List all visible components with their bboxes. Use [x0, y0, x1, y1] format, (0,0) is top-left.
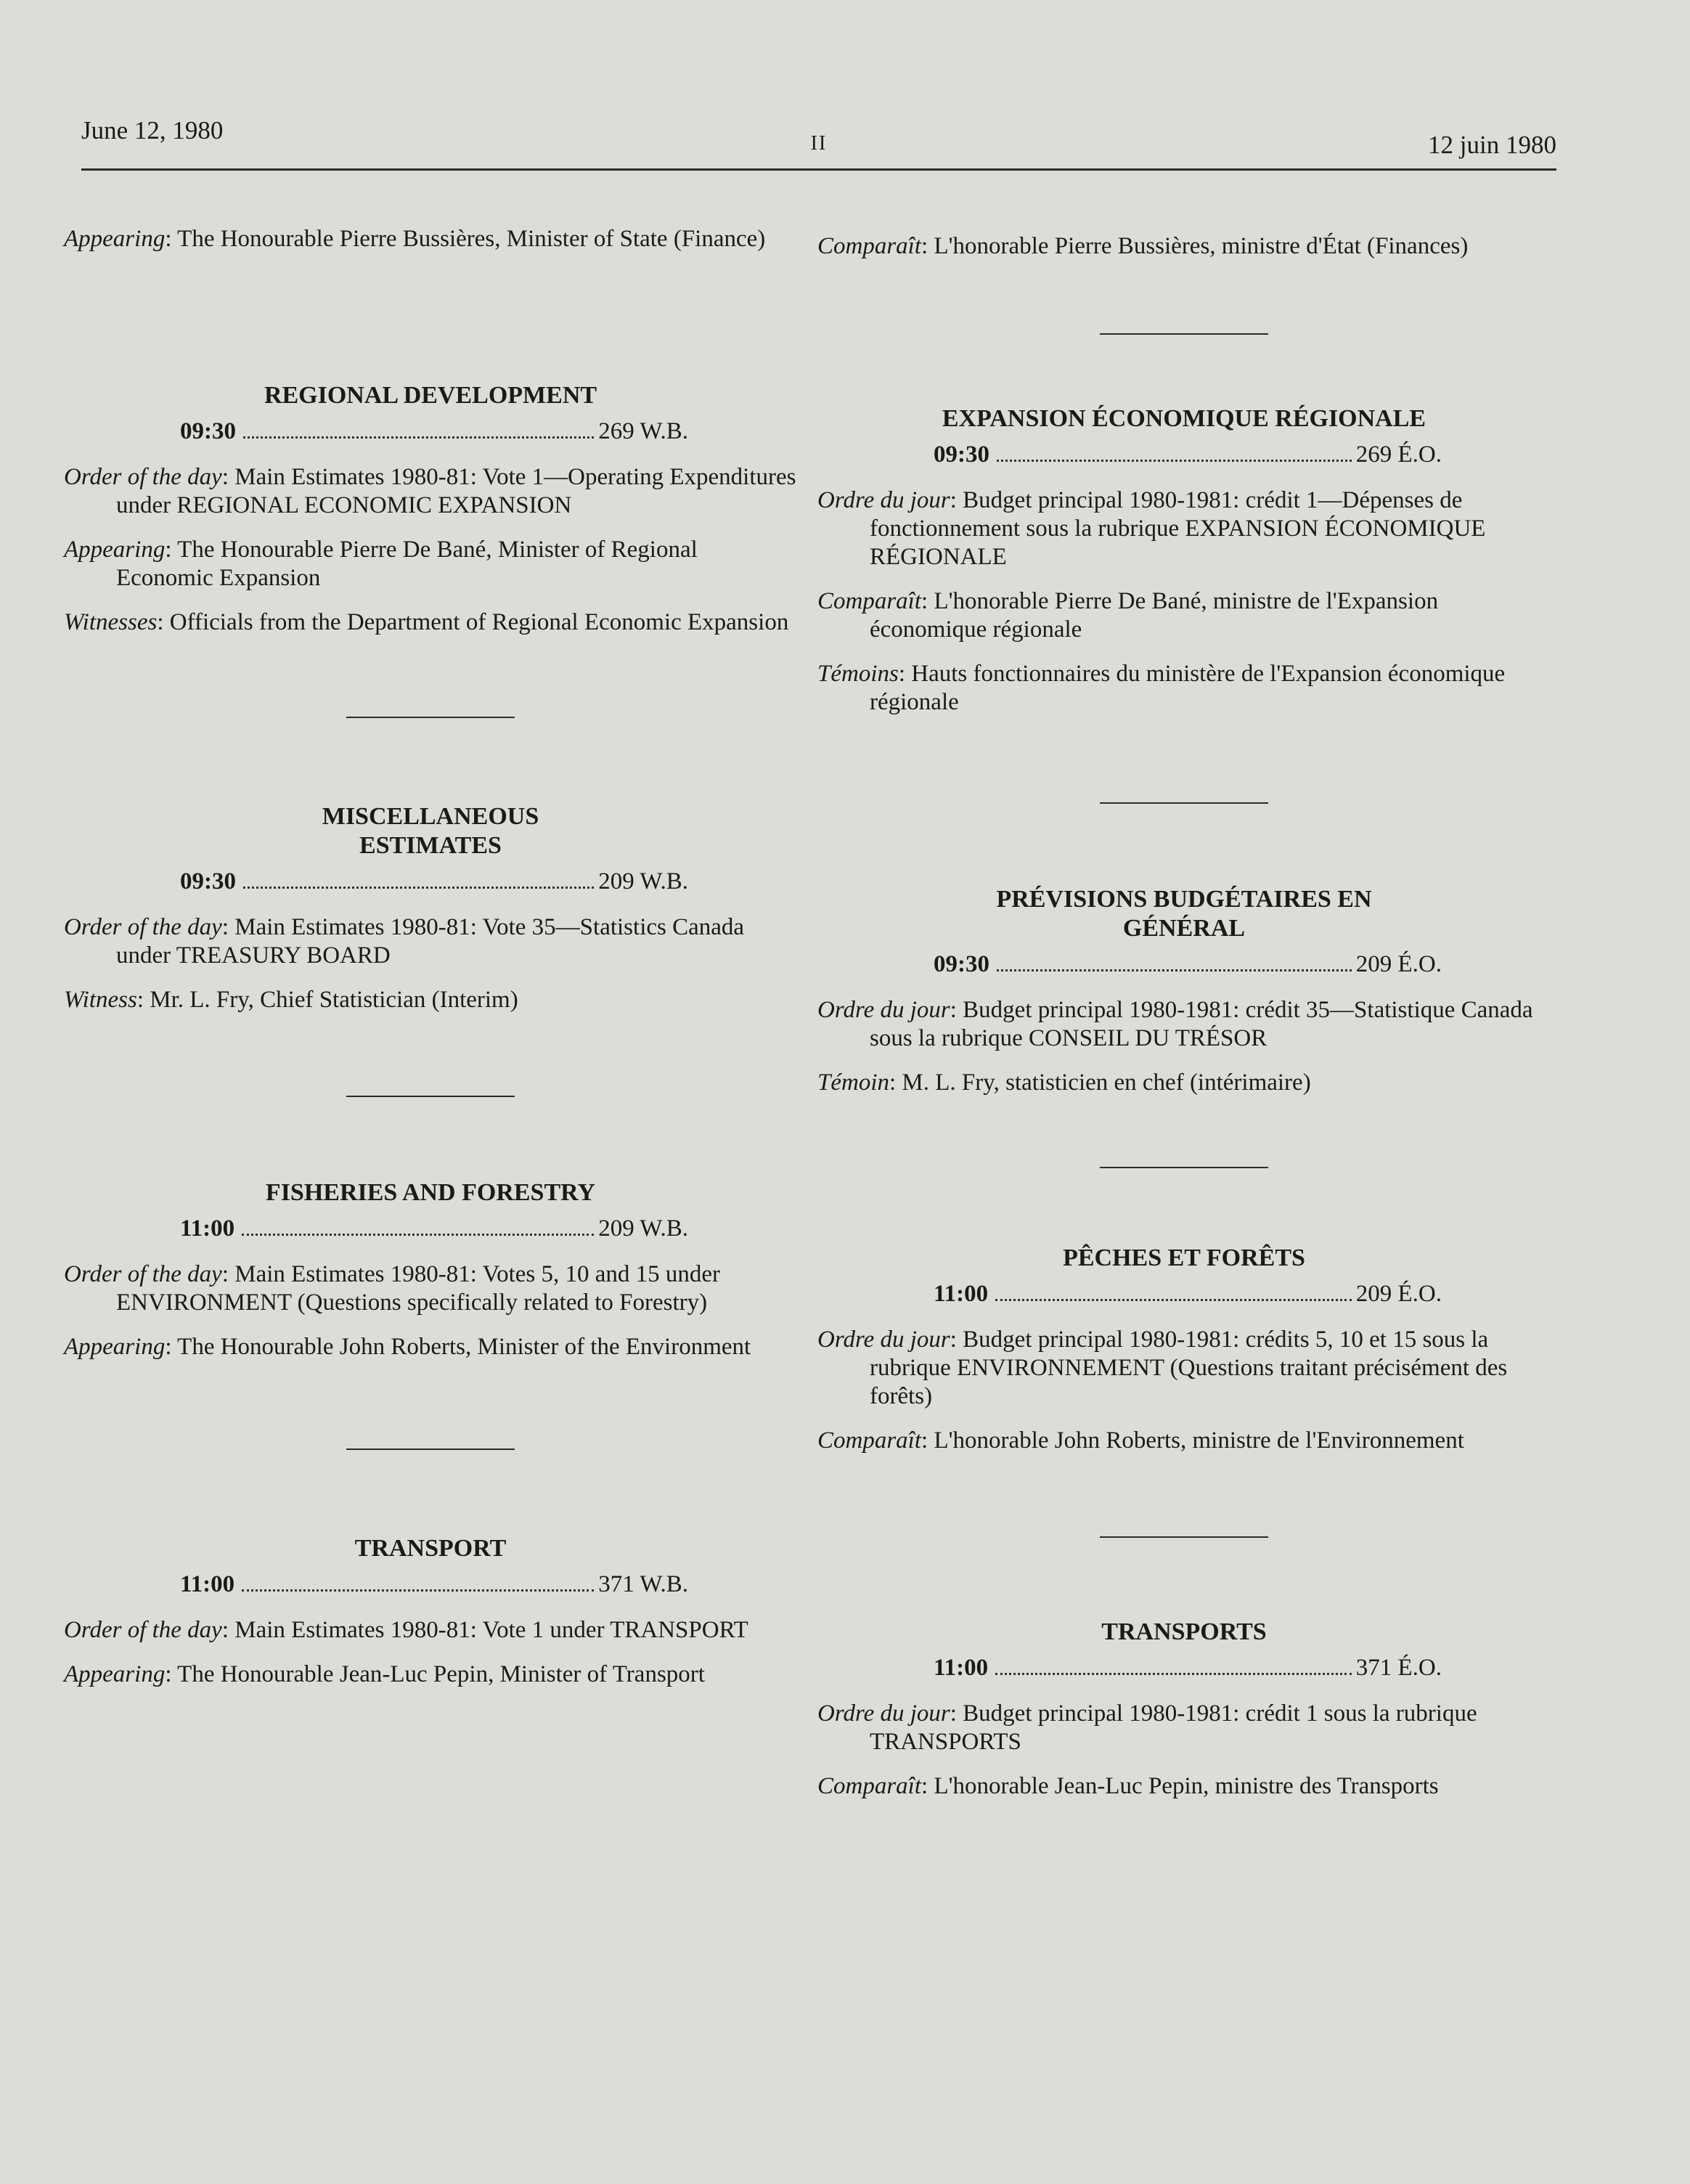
text: Main Estimates 1980-81: Vote 35—Statistics Canada under TREASURY BOARD — [116, 914, 745, 969]
label: Comparaît — [817, 588, 922, 614]
label: Order of the day — [64, 1617, 222, 1643]
label: Witness — [64, 987, 137, 1013]
text: The Honourable John Roberts, Minister of the Environment — [177, 1334, 751, 1360]
time-room-row — [817, 950, 1442, 979]
time-room-row — [64, 1570, 688, 1599]
room: 209 W.B. — [598, 1215, 688, 1242]
order-of-day: Order of the day: Main Estimates 1980-81: Votes 5, 10 and 15 under ENVIRONMENT (Questions specifically related to Forestry) — [64, 1261, 721, 1316]
order-of-day: Order of the day: Main Estimates 1980-81: Vote 35—Statistics Canada under TREASURY BOARD — [64, 914, 745, 969]
text: The Honourable Pierre Bussières, Minister of State (Finance) — [177, 226, 766, 252]
comparait: Comparaît: L'honorable John Roberts, ministre de l'Environnement — [817, 1427, 1464, 1454]
text: Main Estimates 1980-81: Vote 1—Operating Expenditures under REGIONAL ECONOMIC EXPANSION — [116, 464, 796, 518]
room: 371 É.O. — [1355, 1655, 1442, 1681]
dot-leader — [243, 886, 594, 889]
page-number: II — [810, 132, 828, 155]
text: L'honorable John Roberts, ministre de l'Environnement — [934, 1427, 1464, 1454]
witnesses: Witnesses: Officials from the Department of Regional Economic Expansion — [64, 609, 789, 635]
section-title: FISHERIES AND FORESTRY — [265, 1179, 596, 1206]
header-rule — [81, 168, 1556, 171]
text: Mr. L. Fry, Chief Statistician (Interim) — [150, 987, 518, 1013]
label: Comparaît — [817, 233, 922, 259]
label: Appearing — [64, 226, 166, 252]
text: L'honorable Jean-Luc Pepin, ministre des Transports — [934, 1773, 1439, 1799]
time: 09:30 — [934, 441, 989, 468]
temoins: Témoins: Hauts fonctionnaires du ministère de l'Expansion économique régionale — [817, 661, 1506, 715]
dot-leader — [995, 1672, 1352, 1675]
time: 09:30 — [180, 418, 236, 444]
order-of-day: Order of the day: Main Estimates 1980-81: Vote 1—Operating Expenditures under REGIONAL ECONOMIC EXPANSION — [64, 464, 796, 518]
time-room-row — [64, 868, 688, 896]
time: 11:00 — [180, 1215, 235, 1242]
french-column — [817, 232, 1551, 1817]
label: Order of the day — [64, 1261, 222, 1287]
time-room-row — [817, 441, 1442, 469]
order-of-day: Order of the day: Main Estimates 1980-81: Vote 1 under TRANSPORT — [64, 1617, 748, 1643]
section-title: TRANSPORT — [354, 1535, 507, 1562]
section-title — [176, 802, 685, 860]
label: Témoin — [817, 1069, 889, 1096]
text: L'honorable Pierre Bussières, ministre d'État (Finances) — [934, 233, 1469, 259]
dot-leader — [243, 436, 594, 439]
time: 09:30 — [934, 951, 989, 977]
label: Order of the day — [64, 464, 222, 490]
title-line: GÉNÉRAL — [1122, 915, 1246, 942]
header-date-fr: 12 juin 1980 — [1428, 131, 1556, 159]
room: 371 W.B. — [598, 1571, 688, 1597]
time: 11:00 — [934, 1655, 989, 1681]
title-line: PRÉVISIONS BUDGÉTAIRES EN — [996, 886, 1372, 913]
label: Ordre du jour — [817, 487, 950, 513]
intro-appearing: Appearing: The Honourable Pierre Bussières, Minister of State (Finance) — [64, 226, 766, 252]
time: 11:00 — [180, 1571, 235, 1597]
label: Order of the day — [64, 914, 222, 940]
time-room-row — [817, 1654, 1442, 1682]
text: Officials from the Department of Regional Economic Expansion — [169, 609, 789, 635]
comparait: Comparaît: L'honorable Jean-Luc Pepin, ministre des Transports — [817, 1773, 1439, 1799]
text: The Honourable Jean-Luc Pepin, Minister of Transport — [177, 1661, 705, 1687]
comparait: Comparaît: L'honorable Pierre De Bané, ministre de l'Expansion économique régionale — [817, 588, 1439, 643]
label: Témoins — [817, 661, 899, 687]
text: Budget principal 1980-1981: crédit 1—Dépenses de fonctionnement sous la rubrique EXPANSION ÉCONOMIQUE RÉGIONALE — [870, 487, 1486, 570]
witness: Witness: Mr. L. Fry, Chief Statistician (Interim) — [64, 987, 518, 1013]
ordre-du-jour: Ordre du jour: Budget principal 1980-1981: crédit 1—Dépenses de fonctionnement sous la rubrique EXPANSION ÉCONOMIQUE RÉGIONALE — [817, 487, 1486, 570]
label: Appearing — [64, 537, 166, 563]
time-room-row — [64, 1215, 688, 1243]
text: Main Estimates 1980-81: Votes 5, 10 and 15 under ENVIRONMENT (Questions specifically related to Forestry) — [116, 1261, 721, 1316]
room: 269 W.B. — [598, 418, 688, 444]
room: 209 W.B. — [598, 868, 688, 895]
section-title: REGIONAL DEVELOPMENT — [264, 382, 597, 409]
section-title: TRANSPORTS — [1101, 1618, 1267, 1645]
ordre-du-jour: Ordre du jour: Budget principal 1980-1981: crédit 1 sous la rubrique TRANSPORTS — [817, 1700, 1477, 1755]
title-line: ESTIMATES — [359, 832, 502, 859]
text: L'honorable Pierre De Bané, ministre de l'Expansion économique régionale — [870, 588, 1439, 643]
dot-leader — [995, 1298, 1352, 1301]
dot-leader — [997, 969, 1352, 971]
text: Main Estimates 1980-81: Vote 1 under TRANSPORT — [234, 1617, 748, 1643]
page-header — [81, 116, 1556, 171]
text: Budget principal 1980-1981: crédits 5, 10 et 15 sous la rubrique ENVIRONNEMENT (Questions traitant précisément des forêts) — [870, 1327, 1508, 1409]
text: M. L. Fry, statisticien en chef (intérimaire) — [902, 1069, 1311, 1096]
text: Budget principal 1980-1981: crédit 35—Statistique Canada sous la rubrique CONSEIL DU TRÉSOR — [870, 997, 1533, 1051]
label: Ordre du jour — [817, 1327, 950, 1353]
label: Appearing — [64, 1334, 166, 1360]
room: 209 É.O. — [1355, 1281, 1442, 1307]
appearing: Appearing: The Honourable Pierre De Bané, Minister of Regional Economic Expansion — [64, 537, 698, 591]
ordre-du-jour: Ordre du jour: Budget principal 1980-1981: crédit 35—Statistique Canada sous la rubrique CONSEIL DU TRÉSOR — [817, 997, 1533, 1051]
label: Comparaît — [817, 1773, 922, 1799]
text: Hauts fonctionnaires du ministère de l'Expansion économique régionale — [870, 661, 1506, 715]
label: Ordre du jour — [817, 1700, 950, 1727]
section-title — [817, 885, 1551, 943]
appearing: Appearing: The Honourable John Roberts, Minister of the Environment — [64, 1334, 751, 1360]
section-title: EXPANSION ÉCONOMIQUE RÉGIONALE — [942, 405, 1426, 432]
label: Comparaît — [817, 1427, 922, 1454]
text: The Honourable Pierre De Bané, Minister of Regional Economic Expansion — [116, 537, 698, 591]
room: 209 É.O. — [1355, 951, 1442, 977]
dot-leader — [242, 1589, 594, 1592]
dot-leader — [242, 1233, 594, 1236]
section-title: PÊCHES ET FORÊTS — [1063, 1244, 1305, 1271]
time: 09:30 — [180, 868, 236, 895]
temoin: Témoin: M. L. Fry, statisticien en chef (intérimaire) — [817, 1069, 1311, 1096]
label: Ordre du jour — [817, 997, 950, 1023]
room: 269 É.O. — [1355, 441, 1442, 468]
time-room-row — [64, 417, 688, 446]
label: Witnesses — [64, 609, 158, 635]
label: Appearing — [64, 1661, 166, 1687]
dot-leader — [997, 459, 1352, 462]
time: 11:00 — [934, 1281, 989, 1307]
text: Budget principal 1980-1981: crédit 1 sous la rubrique TRANSPORTS — [870, 1700, 1477, 1755]
intro-comparait: Comparaît: L'honorable Pierre Bussières, ministre d'État (Finances) — [817, 233, 1469, 259]
ordre-du-jour: Ordre du jour: Budget principal 1980-1981: crédits 5, 10 et 15 sous la rubrique ENVIRONNEMENT (Questions traitant précisément des forêts) — [817, 1327, 1508, 1409]
title-line: MISCELLANEOUS — [322, 803, 539, 830]
time-room-row — [817, 1280, 1442, 1308]
english-column — [64, 225, 797, 1705]
appearing: Appearing: The Honourable Jean-Luc Pepin, Minister of Transport — [64, 1661, 705, 1687]
header-date-en: June 12, 1980 — [81, 116, 224, 144]
